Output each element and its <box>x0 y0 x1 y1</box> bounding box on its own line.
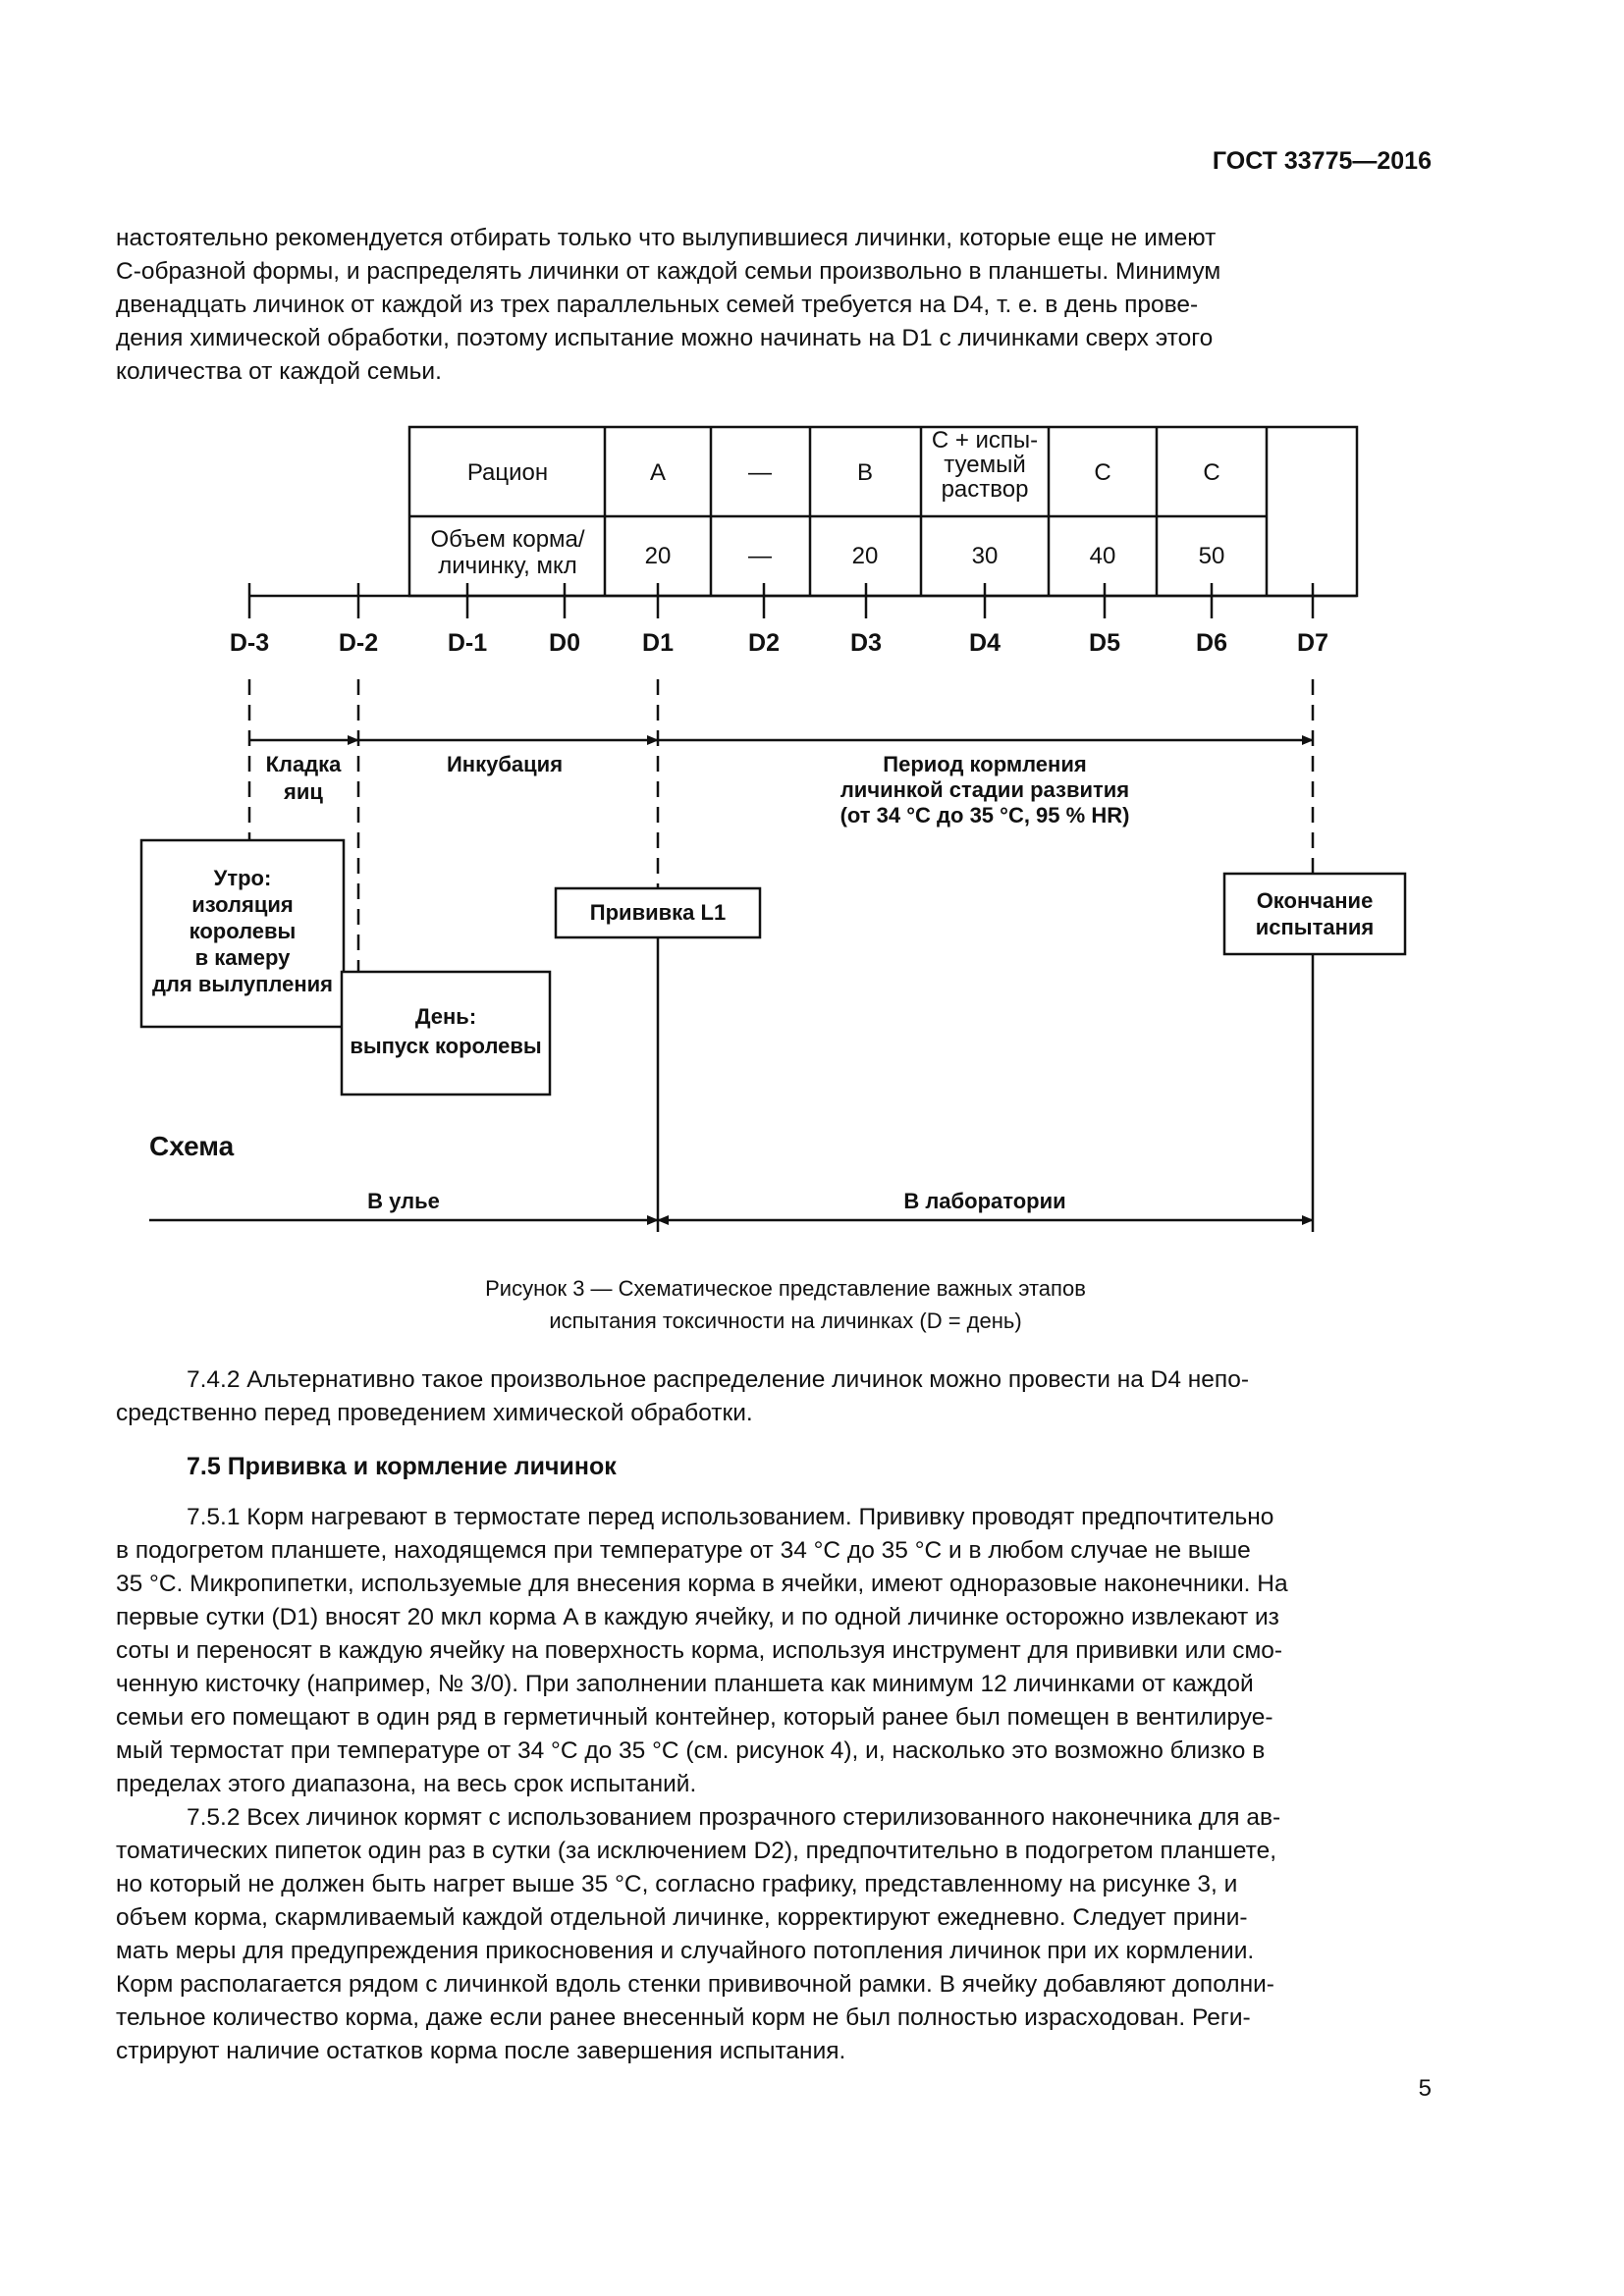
text-line: пределах этого диапазона, на весь срок испытаний. <box>116 1771 697 1797</box>
in-lab-label: В лаборатории <box>903 1189 1066 1213</box>
text-line: стрируют наличие остатков корма после завершения испытания. <box>116 2038 846 2064</box>
page-number: 5 <box>1418 2075 1432 2102</box>
day-label: D0 <box>549 629 580 657</box>
text-line: 50 <box>1198 543 1225 569</box>
text-line: соты и переносят в каждую ячейку на поверхность корма, используя инструмент для прививки или смо- <box>116 1637 1283 1664</box>
text-line: изоляция <box>191 892 294 917</box>
day-label: D5 <box>1089 629 1120 657</box>
feeding-period-label <box>840 752 1130 828</box>
text-line: — <box>748 543 772 569</box>
table-cell <box>650 459 666 486</box>
text-line: 20 <box>851 543 879 569</box>
text-line: — <box>748 459 772 486</box>
text-line: томатических пипеток один раз в сутки (за исключением D2), предпочтительно в подогретом планшете, <box>116 1838 1277 1864</box>
text-line: мать меры для предупреждения прикосновения и случайного потопления личинок при их кормлении. <box>116 1938 1255 1964</box>
egg-laying-label <box>266 752 343 804</box>
table-cell <box>852 543 879 569</box>
day-label: D6 <box>1196 629 1227 657</box>
day-label: D3 <box>850 629 882 657</box>
text-line: Кладка <box>265 752 342 776</box>
caption-line: Рисунок 3 — Схематическое представление важных этапов <box>485 1276 1086 1301</box>
section-heading-7-5: 7.5 Прививка и кормление личинок <box>187 1453 617 1480</box>
table-row2-label <box>430 526 584 579</box>
text-line: 20 <box>644 543 672 569</box>
paragraph-7-4-2 <box>116 1363 1432 1430</box>
text-line: настоятельно рекомендуется отбирать только что вылупившиеся личинки, которые еще не имеют <box>116 225 1217 251</box>
standard-header: ГОСТ 33775—2016 <box>1212 147 1432 175</box>
text-line: Рацион <box>466 459 549 486</box>
text-line: (от 34 °C до 35 °C, 95 % HR) <box>839 803 1130 828</box>
text-line: ченную кисточку (например, № 3/0). При заполнении планшета как минимум 12 личинками от каждой <box>116 1671 1254 1697</box>
text-line: но который не должен быть нагрет выше 35 °C, согласно графику, представленному на рисунке 3, и <box>116 1871 1238 1897</box>
text-line: объем корма, скармливаемый каждой отдельной личинке, корректируют ежедневно. Следует прини- <box>116 1904 1248 1931</box>
table-cell <box>1203 459 1219 486</box>
day-label: D-1 <box>447 629 488 657</box>
text-line: выпуск королевы <box>350 1034 542 1058</box>
table-cell <box>748 543 772 569</box>
text-line: 35 °C. Микропипетки, используемые для внесения корма в ячейки, имеют одноразовые наконечники. На <box>116 1571 1288 1597</box>
text-line: раствор <box>941 476 1029 503</box>
text-line: для вылупления <box>152 972 333 996</box>
end-of-test-box <box>1224 874 1405 954</box>
day-axis <box>249 583 1357 618</box>
text-line: средственно перед проведением химической обработки. <box>116 1400 753 1426</box>
text-line: туемый <box>944 452 1026 478</box>
text-line: 30 <box>971 543 999 569</box>
figure-caption <box>295 1272 1276 1337</box>
text-line: первые сутки (D1) вносят 20 мкл корма A в каждую ячейку, и по одной личинке осторожно извлекают из <box>116 1604 1279 1630</box>
text-line: C <box>1094 459 1111 486</box>
text-line: Утро: <box>213 866 272 890</box>
text-line: тельное количество корма, даже если ранее внесенный корм не был полностью израсходован. Реги- <box>116 2004 1251 2031</box>
text-line: C-образной формы, и распределять личинки от каждой семьи произвольно в планшеты. Минимум <box>116 258 1221 285</box>
text-line: 7.5.2 Всех личинок кормят с использованием прозрачного стерилизованного наконечника для ав- <box>187 1804 1281 1831</box>
text-line: мый термостат при температуре от 34 °C до 35 °C (см. рисунок 4), и, насколько это возможно близко в <box>116 1737 1266 1764</box>
caption-line: испытания токсичности на личинках (D = день) <box>549 1308 1022 1333</box>
in-hive-label: В улье <box>367 1189 440 1213</box>
day-label: D2 <box>748 629 780 657</box>
day-label: D7 <box>1297 629 1328 657</box>
text-line: Корм располагается рядом с личинкой вдоль стенки прививочной рамки. В ячейку добавляют дополни- <box>116 1971 1274 1998</box>
day-label: D-2 <box>338 629 379 657</box>
event-boxes <box>141 840 1405 1095</box>
text-line: Объем корма/ <box>430 526 585 553</box>
text-line: 7.4.2 Альтернативно такое произвольное распределение личинок можно провести на D4 непо- <box>187 1366 1249 1393</box>
text-line: C <box>1203 459 1220 486</box>
text-line: яиц <box>284 779 323 804</box>
table-cell <box>645 543 672 569</box>
text-line: A <box>649 459 667 486</box>
table-cell <box>857 459 873 486</box>
text-line: 40 <box>1089 543 1116 569</box>
scheme-label: Схема <box>149 1131 235 1161</box>
text-line: Окончание <box>1256 888 1374 913</box>
text-line: B <box>856 459 874 486</box>
day-label: D-3 <box>229 629 270 657</box>
text-line: королевы <box>189 919 297 943</box>
table-cell <box>972 543 999 569</box>
table-cell <box>1094 459 1110 486</box>
grafting-text: Прививка L1 <box>589 900 727 925</box>
day-label: D1 <box>642 629 674 657</box>
table-cell <box>1199 543 1225 569</box>
text-line: в камеру <box>194 945 291 970</box>
text-line: Период кормления <box>883 752 1087 776</box>
text-line: День: <box>414 1004 477 1029</box>
table-row1-label <box>467 459 548 486</box>
text-line: количества от каждой семьи. <box>116 358 442 385</box>
text-line: в подогретом планшете, находящемся при температуре от 34 °C до 35 °C и в любом случае не выше <box>116 1537 1251 1564</box>
text-line: дения химической обработки, поэтому испытание можно начинать на D1 с личинками сверх этого <box>116 325 1214 351</box>
paragraph-7-5-1 <box>116 1501 1432 1801</box>
incubation-label: Инкубация <box>446 752 564 776</box>
text-line: 7.5.1 Корм нагревают в термостате перед использованием. Прививку проводят предпочтительно <box>187 1504 1274 1530</box>
text-line: двенадцать личинок от каждой из трех параллельных семей требуется на D4, т. е. в день прове- <box>116 292 1199 318</box>
phase-dividers <box>249 679 1313 972</box>
paragraph-7-5-2 <box>116 1801 1432 2068</box>
table-cell <box>932 427 1038 503</box>
day-label: D4 <box>969 629 1001 657</box>
text-line: личинку, мкл <box>438 553 577 579</box>
text-line: семьи его помещают в один ряд в герметичный контейнер, который ранее был помещен в вентилируе- <box>116 1704 1273 1731</box>
table-cell <box>1090 543 1116 569</box>
text-line: C + испы- <box>931 427 1039 454</box>
table-cell <box>748 459 772 486</box>
text-line: испытания <box>1255 915 1375 939</box>
text-line: личинкой стадии развития <box>839 777 1130 802</box>
